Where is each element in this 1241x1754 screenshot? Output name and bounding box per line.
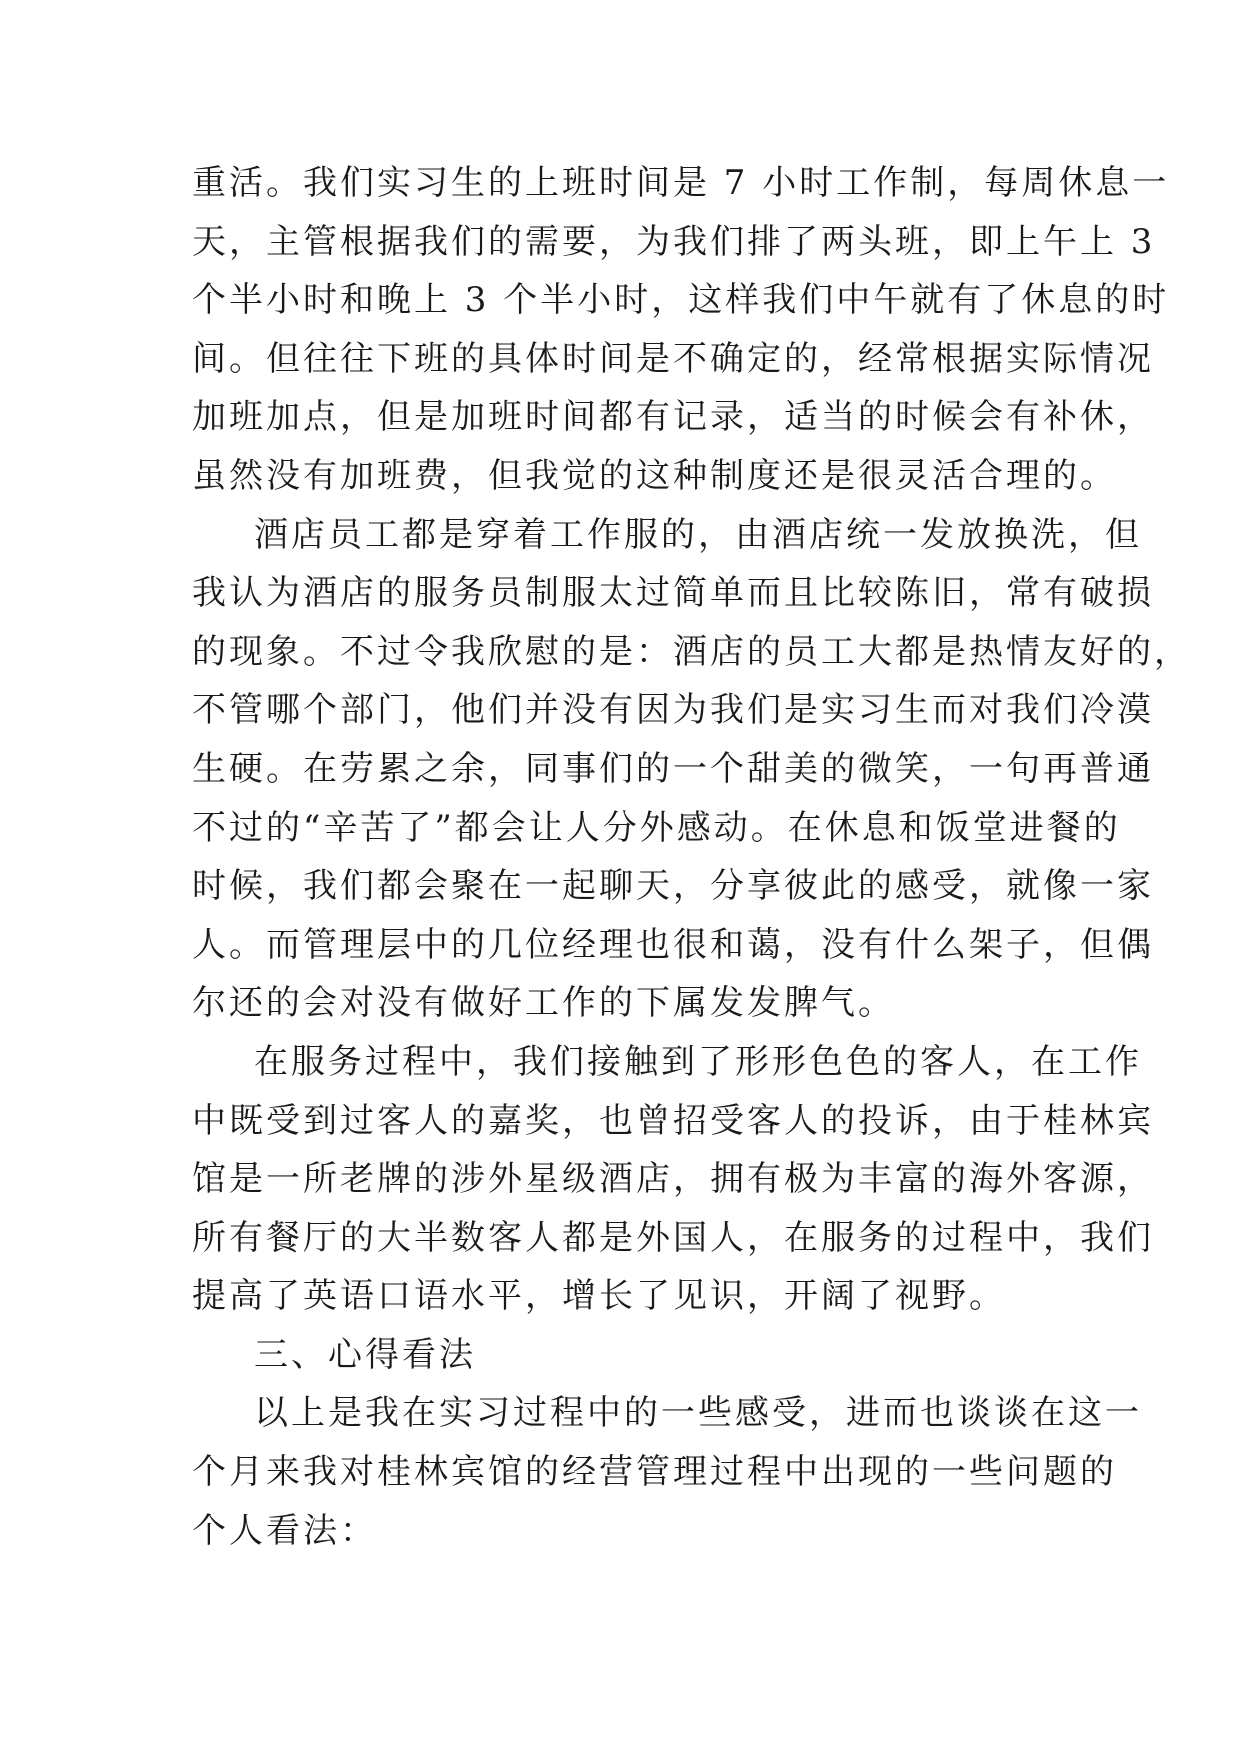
text-line: 天，主管根据我们的需要，为我们排了两头班，即上午上 3 bbox=[192, 221, 1156, 262]
section-heading: 三、心得看法 bbox=[254, 1334, 476, 1375]
text-line: 个月来我对桂林宾馆的经营管理过程中出现的一些问题的 bbox=[192, 1452, 1117, 1493]
text-line: 生硬。在劳累之余，同事们的一个甜美的微笑，一句再普通 bbox=[192, 748, 1154, 789]
text-line: 间。但往往下班的具体时间是不确定的，经常根据实际情况 bbox=[192, 338, 1154, 379]
text-line: 加班加点，但是加班时间都有记录，适当的时候会有补休， bbox=[192, 397, 1154, 438]
paragraph-first-line: 酒店员工都是穿着工作服的，由酒店统一发放换洗，但 bbox=[254, 514, 1142, 555]
text-line: 不管哪个部门，他们并没有因为我们是实习生而对我们冷漠 bbox=[192, 690, 1154, 731]
text-line: 的现象。不过令我欣慰的是：酒店的员工大都是热情友好的， bbox=[192, 631, 1191, 672]
text-line: 馆是一所老牌的涉外星级酒店，拥有极为丰富的海外客源， bbox=[192, 1159, 1154, 1200]
text-line: 尔还的会对没有做好工作的下属发发脾气。 bbox=[192, 983, 895, 1024]
text-line: 人。而管理层中的几位经理也很和蔼，没有什么架子，但偶 bbox=[192, 924, 1154, 965]
text-line: 不过的“辛苦了”都会让人分外感动。在休息和饭堂进餐的 bbox=[192, 807, 1121, 848]
paragraph-first-line: 以上是我在实习过程中的一些感受，进而也谈谈在这一 bbox=[254, 1393, 1142, 1434]
body-text bbox=[192, 154, 1191, 1560]
text-line: 个半小时和晚上 3 个半小时，这样我们中午就有了休息的时 bbox=[192, 280, 1170, 321]
text-line: 所有餐厅的大半数客人都是外国人，在服务的过程中，我们 bbox=[192, 1217, 1154, 1258]
paragraph-first-line: 在服务过程中，我们接触到了形形色色的客人，在工作 bbox=[254, 1041, 1142, 1082]
text-line: 我认为酒店的服务员制服太过简单而且比较陈旧，常有破损 bbox=[192, 573, 1154, 614]
text-line: 虽然没有加班费，但我觉的这种制度还是很灵活合理的。 bbox=[192, 455, 1117, 496]
text-line: 中既受到过客人的嘉奖，也曾招受客人的投诉，由于桂林宾 bbox=[192, 1100, 1154, 1141]
text-line: 重活。我们实习生的上班时间是 7 小时工作制，每周休息一 bbox=[192, 163, 1170, 203]
text-line: 提高了英语口语水平，增长了见识，开阔了视野。 bbox=[192, 1276, 1006, 1317]
text-line: 时候，我们都会聚在一起聊天，分享彼此的感受，就像一家 bbox=[192, 866, 1154, 907]
text-line: 个人看法： bbox=[192, 1510, 377, 1551]
